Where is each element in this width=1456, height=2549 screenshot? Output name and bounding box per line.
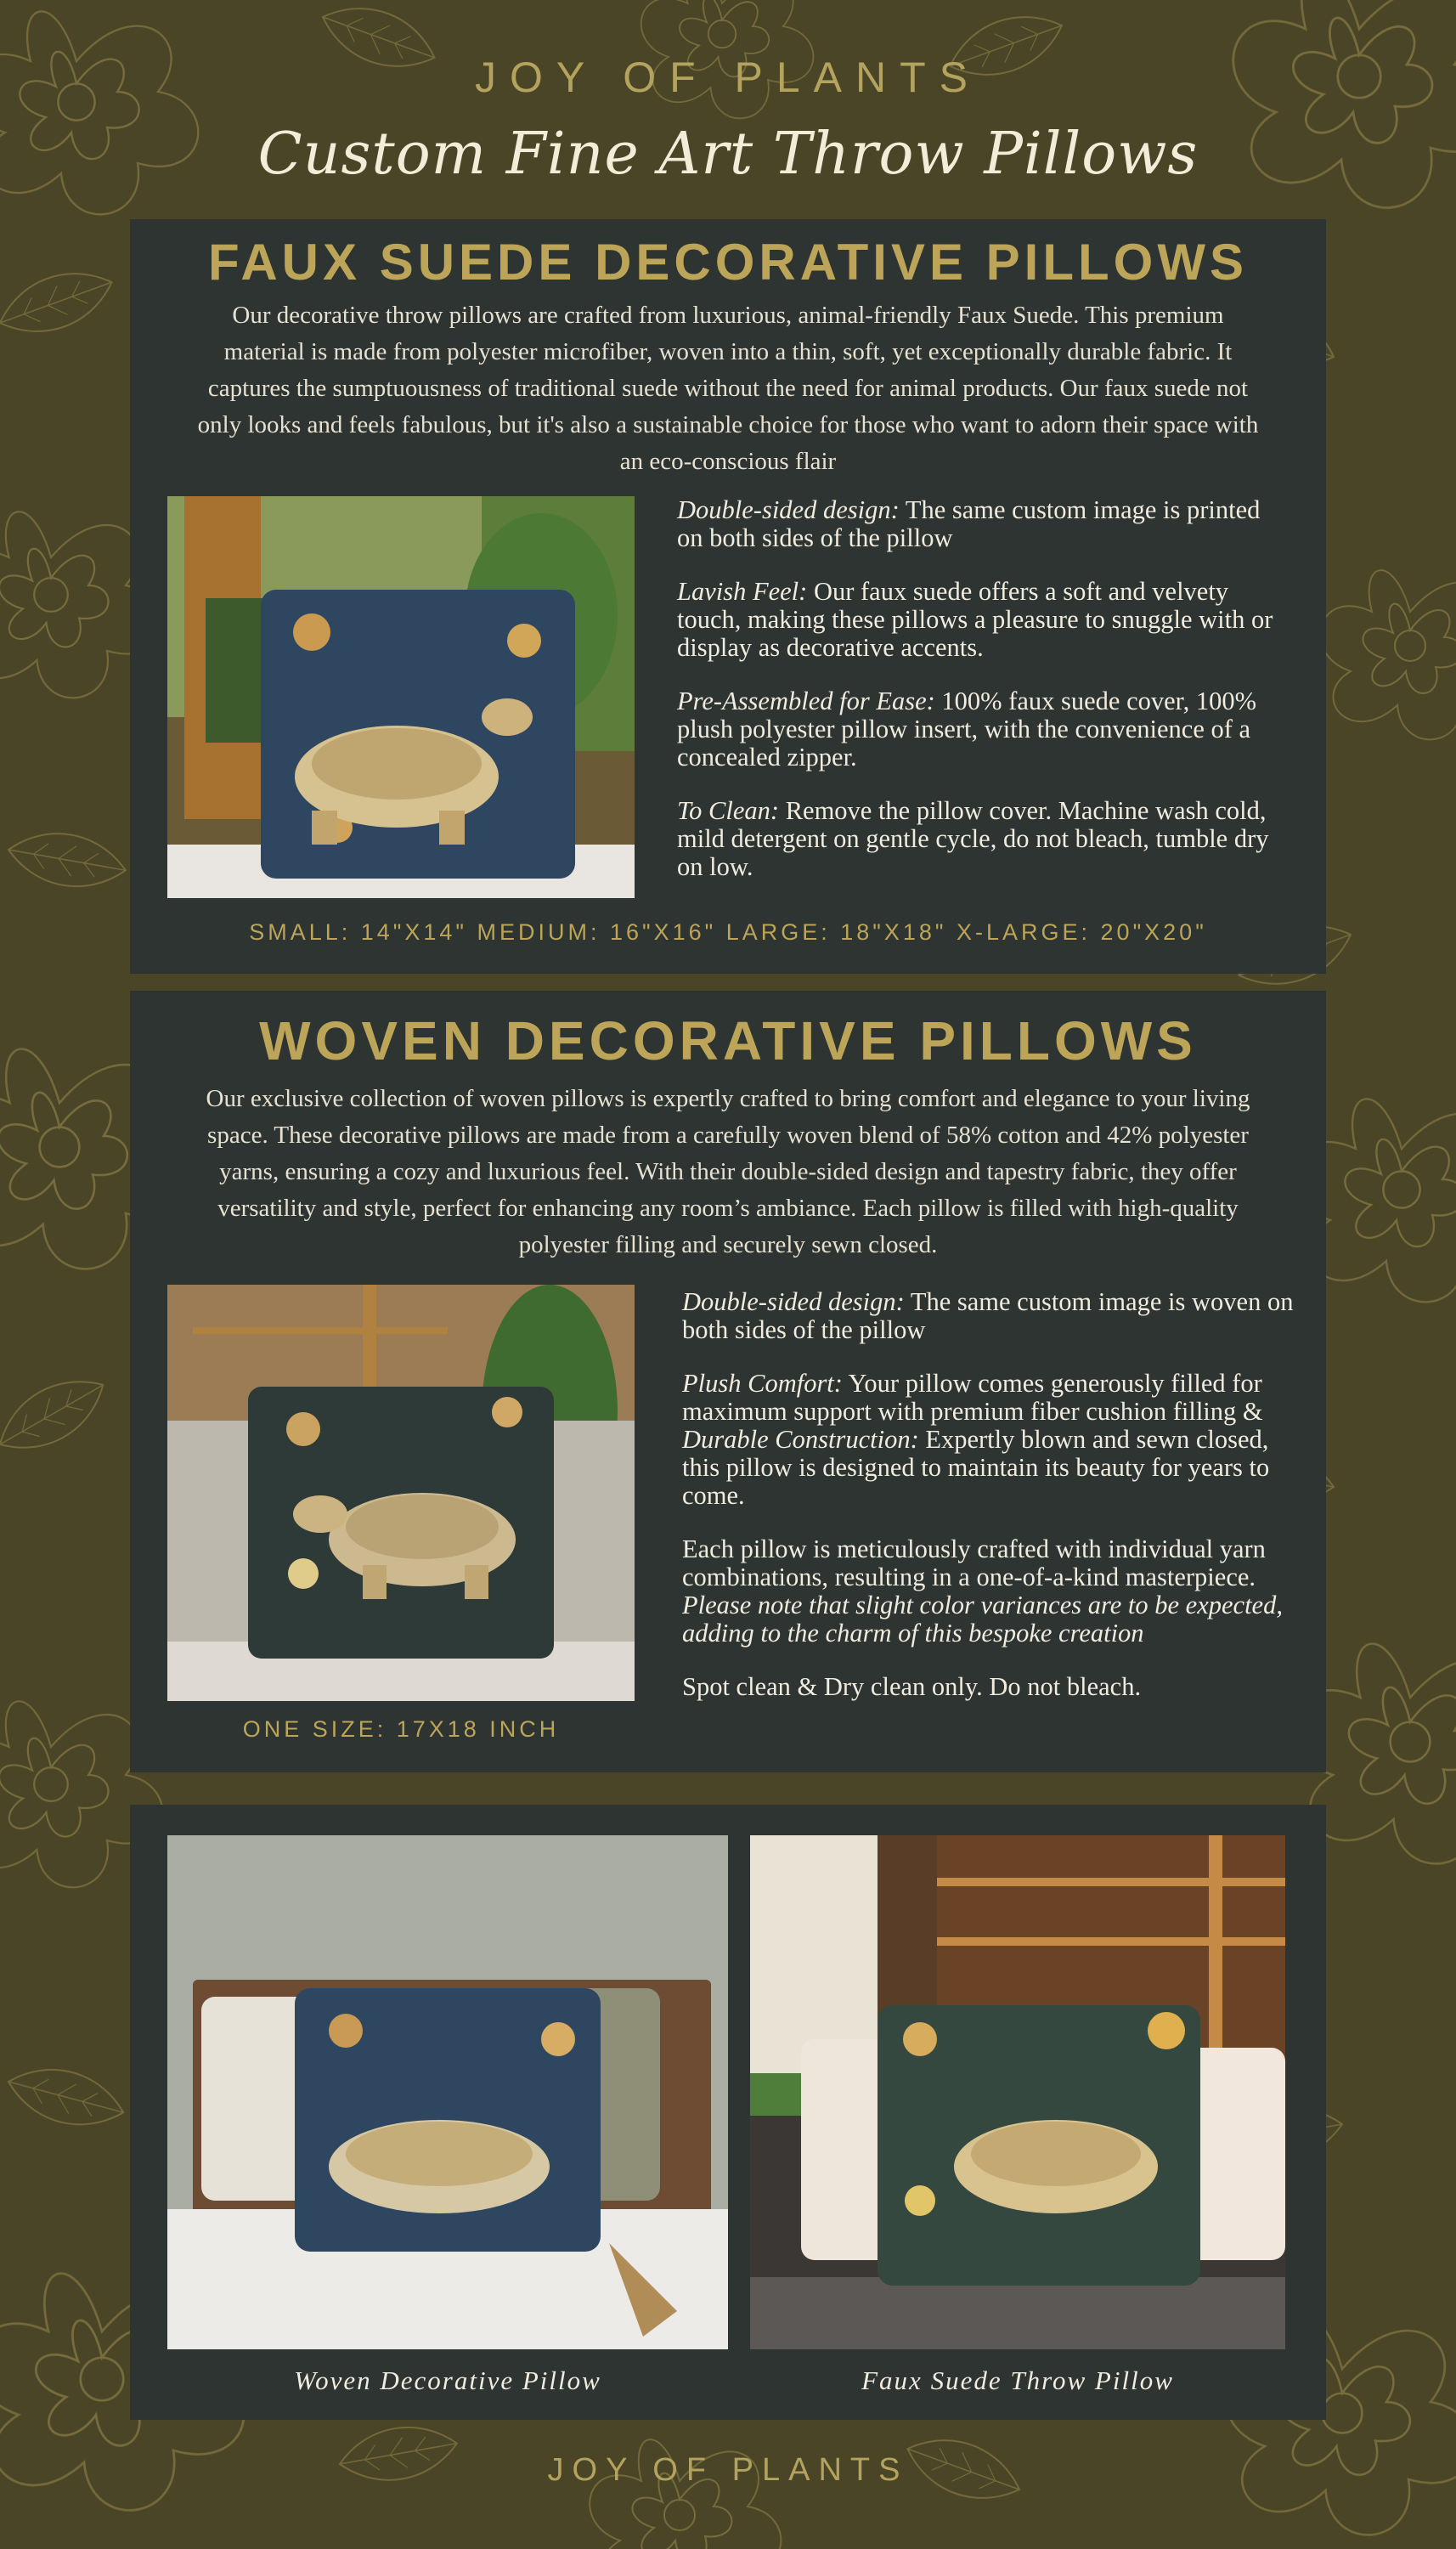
woven-bedroom-photo: [167, 1835, 728, 2349]
faux-suede-title: FAUX SUEDE DECORATIVE PILLOWS: [208, 234, 1248, 291]
woven-title: WOVEN DECORATIVE PILLOWS: [259, 1010, 1197, 1071]
woven-pillow-photo: [167, 1285, 635, 1701]
woven-intro: Our exclusive collection of woven pillows is expertly crafted to bring comfort and elegance to your living space. These decorative pillows are made from a carefully woven blend of 58% cotton and 42% polyester yarns, ensuring a cozy and luxurious feel. With their double-sided design and tapestry fabric, they offer versatility and style, perfect for enhancing any room’s ambiance. Each pillow is filled with high-quality polyester filling and securely sewn closed.: [206, 1085, 1250, 1258]
woven-size: ONE SIZE: 17X18 INCH: [242, 1716, 560, 1742]
feature-item: Lavish Feel: Our faux suede offers a soft and velvety touch, making these pillows a pleasure to snuggle with or display as decorative accents.: [677, 577, 1273, 662]
feature-item: To Clean: Remove the pillow cover. Machine wash cold, mild detergent on gentle cycle, do not bleach, tumble dry on low.: [677, 796, 1269, 881]
headline: Custom Fine Art Throw Pillows: [257, 121, 1199, 188]
caption-woven: Woven Decorative Pillow: [294, 2365, 601, 2395]
faux-suede-panel: [130, 219, 1326, 974]
faux-suede-intro: Our decorative throw pillows are crafted from luxurious, animal-friendly Faux Suede. This premium material is made from polyester microfiber, woven into a thin, soft, yet exceptionally durable fabric. It captures the sumptuousness of traditional suede without the need for animal products. Our faux suede not only looks and feels fabulous, but it's also a sustainable choice for those who want to adorn their space with an eco-conscious flair: [197, 302, 1259, 475]
care-instructions: Spot clean & Dry clean only. Do not bleach.: [682, 1672, 1142, 1701]
feature-item: Double-sided design: The same custom image is printed on both sides of the pillow: [677, 495, 1261, 552]
feature-item: Double-sided design: The same custom image is woven on both sides of the pillow: [682, 1287, 1294, 1344]
brand-title-bottom: JOY OF PLANTS: [547, 2452, 909, 2488]
feature-item: Pre-Assembled for Ease: 100% faux suede cover, 100% plush polyester pillow insert, with the convenience of a concealed zipper.: [677, 687, 1257, 771]
faux-suede-features: [677, 496, 1289, 907]
feature-item: Each pillow is meticulously crafted with individual yarn combinations, resulting in a one-of-a-kind masterpiece. Please note that slight color variances are to be expected, adding to the charm of this bespoke creation: [682, 1534, 1283, 1648]
faux-suede-sizes: SMALL: 14"X14" MEDIUM: 16"X16" LARGE: 18"X18" X-LARGE: 20"X20": [249, 919, 1207, 945]
gallery-panel: [130, 1805, 1326, 2420]
woven-panel: [130, 991, 1326, 1772]
caption-faux-suede: Faux Suede Throw Pillow: [861, 2365, 1174, 2395]
faux-suede-pillow-photo: [167, 496, 635, 898]
brand-title-top: JOY OF PLANTS: [474, 54, 982, 101]
woven-features: [682, 1288, 1302, 1727]
feature-item: Plush Comfort: Your pillow comes generously filled for maximum support with premium fiber cushion filling & Durable Construction: Expertly blown and sewn closed, this pillow is designed to maintain its beauty for years to come.: [682, 1369, 1270, 1510]
faux-suede-sofa-photo: [750, 1835, 1285, 2349]
